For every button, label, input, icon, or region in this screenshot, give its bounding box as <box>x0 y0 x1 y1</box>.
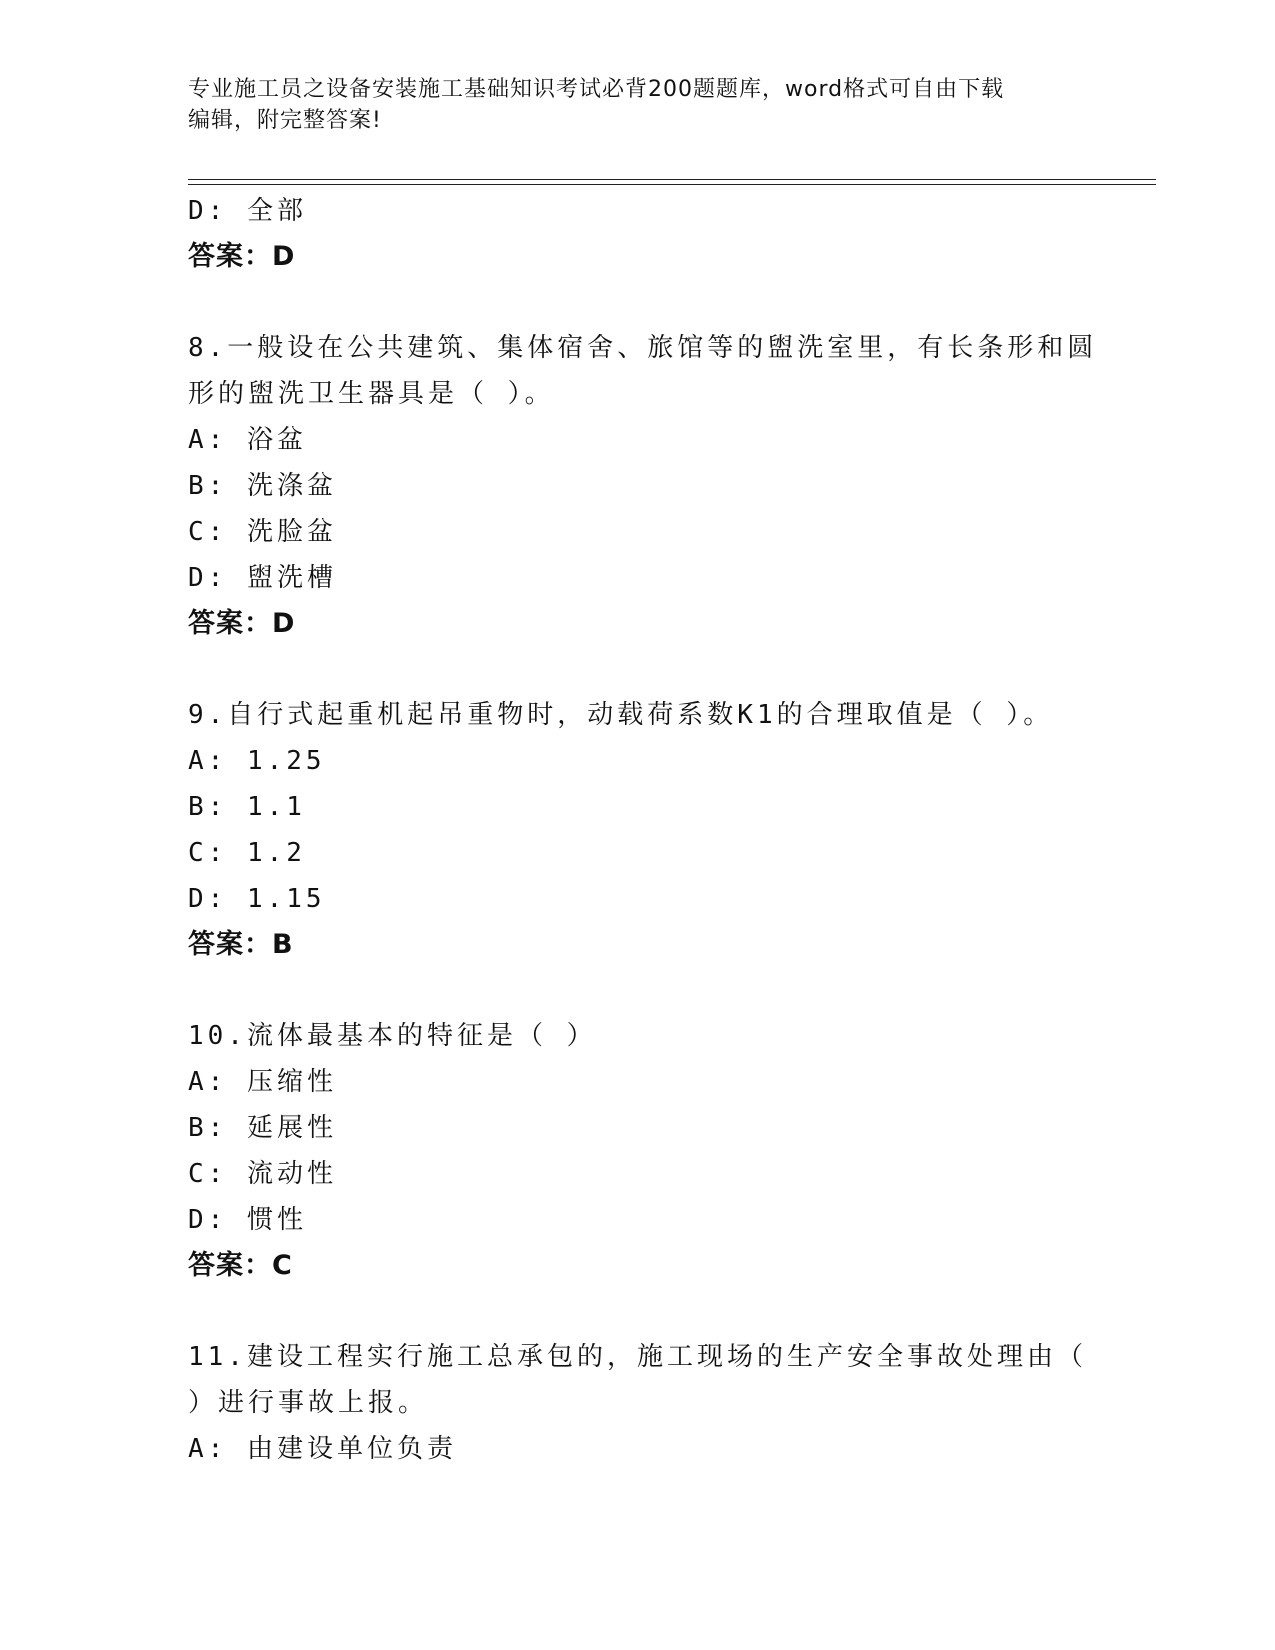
question-8-option-b: B: 洗涤盆 <box>188 471 337 501</box>
question-11-stem-line-1: 11.建设工程实行施工总承包的，施工现场的生产安全事故处理由（ <box>188 1342 1087 1372</box>
question-9-stem-line-1: 9.自行式起重机起吊重物时，动载荷系数K1的合理取值是（ ）。 <box>188 700 1054 730</box>
question-spacer <box>188 968 1088 1013</box>
question-8-stem-line-1: 8.一般设在公共建筑、集体宿舍、旅馆等的盥洗室里，有长条形和圆 <box>188 333 1098 363</box>
question-10-stem-line-1: 10.流体最基本的特征是（ ） <box>188 1021 597 1051</box>
question-9-option-c: C: 1.2 <box>188 838 306 868</box>
question-list <box>188 188 1098 1472</box>
header-divider-bottom <box>188 184 1156 185</box>
question-11-stem-line-2: ）进行事故上报。 <box>188 1388 429 1418</box>
prev-answer: 答案：D <box>188 241 296 272</box>
question-spacer <box>188 1289 1088 1334</box>
header-title-line-2: 编辑，附完整答案! <box>188 108 382 133</box>
header-title-line-1: 专业施工员之设备安装施工基础知识考试必背200题题库，word格式可自由下载 <box>188 77 1005 102</box>
question-10-option-c: C: 流动性 <box>188 1159 337 1189</box>
header-divider-top <box>188 179 1156 180</box>
question-10-answer: 答案：C <box>188 1250 293 1281</box>
question-11-option-a: A: 由建设单位负责 <box>188 1434 457 1464</box>
question-9-option-b: B: 1.1 <box>188 792 306 822</box>
question-8-stem-line-2: 形的盥洗卫生器具是（ ）。 <box>188 379 555 409</box>
question-9 <box>188 692 1088 968</box>
question-10-option-d: D: 惯性 <box>188 1205 307 1235</box>
question-9-answer: 答案：B <box>188 929 294 960</box>
question-8-option-c: C: 洗脸盆 <box>188 517 337 547</box>
question-8-option-d: D: 盥洗槽 <box>188 563 337 593</box>
question-8-answer: 答案：D <box>188 608 296 639</box>
question-11 <box>188 1334 1088 1472</box>
question-9-option-a: A: 1.25 <box>188 746 326 776</box>
prev-option-d: D: 全部 <box>188 196 307 226</box>
document-header <box>188 74 1068 136</box>
question-spacer <box>188 647 1088 692</box>
question-8 <box>188 325 1098 647</box>
question-spacer <box>188 280 1088 325</box>
question-8-option-a: A: 浴盆 <box>188 425 307 455</box>
question-10-option-a: A: 压缩性 <box>188 1067 337 1097</box>
question-10 <box>188 1013 1088 1289</box>
question-9-option-d: D: 1.15 <box>188 884 326 914</box>
question-10-option-b: B: 延展性 <box>188 1113 337 1143</box>
